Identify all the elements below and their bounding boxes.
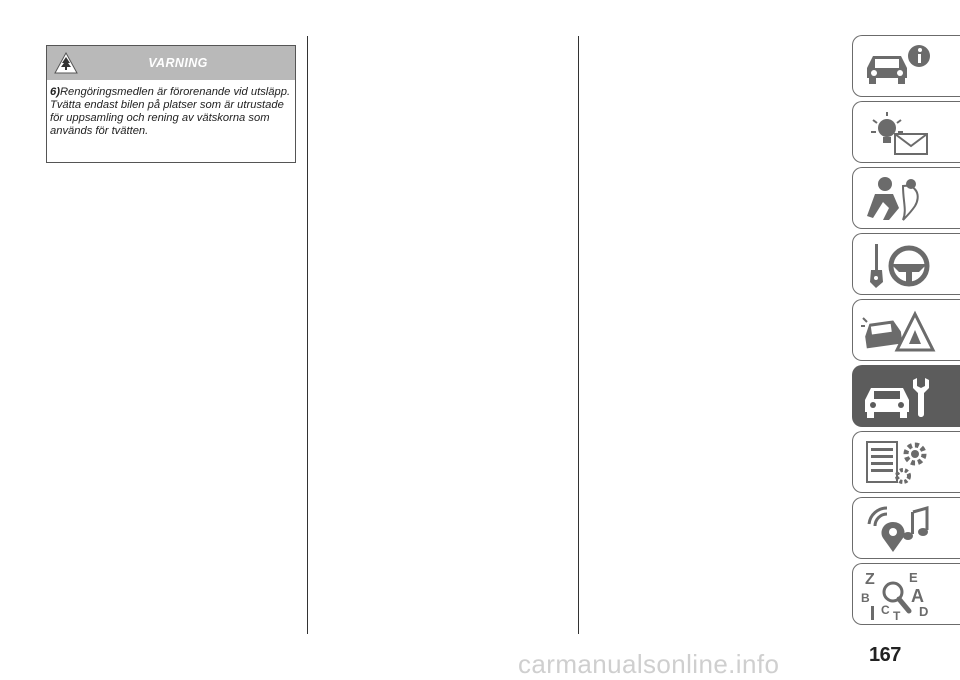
svg-text:C: C xyxy=(881,603,890,617)
column-divider-right xyxy=(578,36,579,634)
chapter-tabs xyxy=(852,35,960,629)
tab-emergency[interactable] xyxy=(852,299,960,361)
warning-body xyxy=(47,80,295,138)
tab-starting-driving[interactable] xyxy=(852,233,960,295)
car-maintenance-icon xyxy=(859,370,937,424)
key-steering-wheel-icon xyxy=(859,238,937,292)
car-info-icon xyxy=(859,40,937,94)
multimedia-icon xyxy=(859,502,937,556)
tab-safety[interactable] xyxy=(852,167,960,229)
tab-maintenance[interactable] xyxy=(852,365,960,427)
page-number: 167 xyxy=(869,644,901,666)
tab-warning-lights[interactable] xyxy=(852,101,960,163)
tree-icon xyxy=(54,52,78,74)
warning-reference: 6) xyxy=(50,86,60,98)
warning-text: Rengöringsmedlen är förorenande vid utsläpp. Tvätta endast bilen på platser som är utrustade för uppsamling och rening av vätskorna som används för tvätten. xyxy=(50,86,291,137)
warning-header xyxy=(47,46,295,80)
svg-text:B: B xyxy=(861,591,870,605)
svg-text:A: A xyxy=(911,586,924,606)
warning-box xyxy=(46,45,296,163)
svg-text:Z: Z xyxy=(865,571,875,588)
watermark: carmanualsonline.info xyxy=(518,649,780,679)
svg-text:E: E xyxy=(909,570,918,585)
tab-car-info[interactable] xyxy=(852,35,960,97)
tab-index[interactable] xyxy=(852,563,960,625)
tab-multimedia[interactable] xyxy=(852,497,960,559)
emergency-crash-icon xyxy=(859,304,937,358)
technical-data-icon xyxy=(859,436,937,490)
warning-lights-icon xyxy=(859,106,937,160)
warning-title: VARNING xyxy=(148,56,208,70)
index-icon xyxy=(859,568,937,622)
column-divider-left xyxy=(307,36,308,634)
tab-technical-data[interactable] xyxy=(852,431,960,493)
airbag-safety-icon xyxy=(859,172,937,226)
svg-text:D: D xyxy=(919,604,929,619)
svg-text:T: T xyxy=(893,609,901,622)
